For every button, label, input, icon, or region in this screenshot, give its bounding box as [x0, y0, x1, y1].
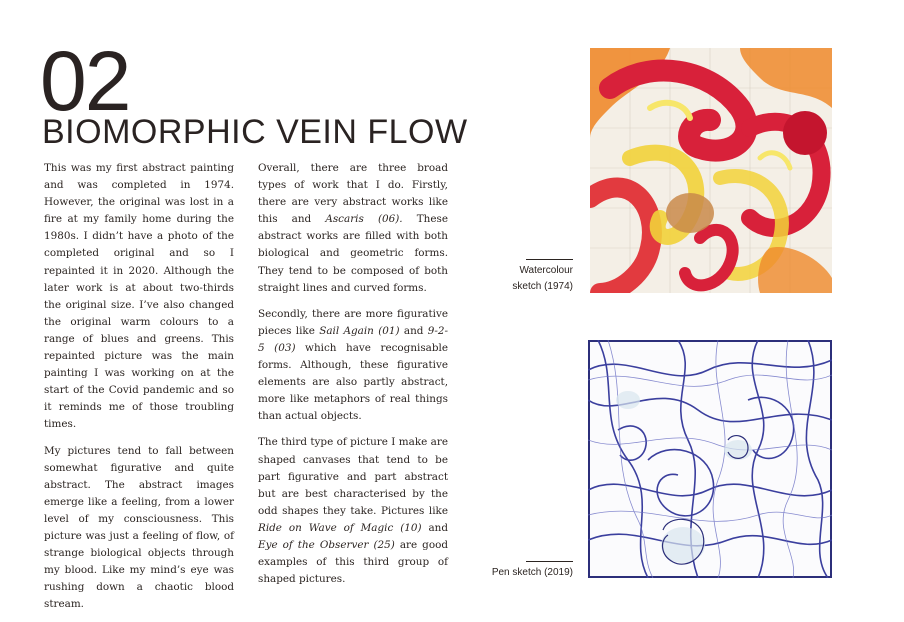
pen-caption: Pen sketch (2019)	[491, 567, 573, 578]
section-number: 02	[40, 34, 130, 128]
caption-rule	[526, 259, 573, 260]
watercolour-caption: Watercolour sketch (1974)	[512, 265, 573, 292]
pen-sketch-image	[588, 340, 832, 578]
paragraph: This was my first abstract painting and was completed in 1974. However, the original was lost in a fire at my family home during the 1980s. I didn’t have a photo of the completed original and so I repainted it in 2020. Although the later work is at about two-thirds the original size. I’ve also changed the original warm colours to a range of blues and greens. This repainted picture was the main painting I was working on at the start of the Covid pandemic and so it reminds me of those troubling times.	[44, 162, 234, 431]
paragraph: The third type of picture I make are shaped canvases that tend to be part figurative and part abstract but are best characterised by the odd shapes they take. Pictures like Ride on Wave of Magic (10) and Eye of the Observer (25) are good examples of this third group of shaped pictures.	[258, 436, 448, 586]
paragraph: My pictures tend to fall between somewhat figurative and quite abstract. The abstract images emerge like a feeling, from a lower level of my consciousness. This picture was just a feeling of flow, of strange biological objects through my blood. Like my mind’s eye was rushing down a chaotic blood stream.	[44, 444, 234, 611]
paragraph: Secondly, there are more figurative pieces like Sail Again (01) and 9-2-5 (03) which have recognisable forms. Although, these figurative elements are also partly abstract, more like metaphors of real things than actual objects.	[258, 307, 448, 423]
text-column-2	[258, 160, 448, 597]
page-title: BIOMORPHIC VEIN FLOW	[42, 113, 468, 151]
watercolour-sketch-image	[590, 48, 832, 293]
text-column-1	[44, 160, 234, 622]
paragraph: Overall, there are three broad types of work that I do. Firstly, there are very abstract works like this and Ascaris (06). These abstract works are filled with both biological and geometric forms. They tend to be composed of both straight lines and curved forms.	[258, 162, 448, 294]
caption-rule	[526, 561, 573, 562]
